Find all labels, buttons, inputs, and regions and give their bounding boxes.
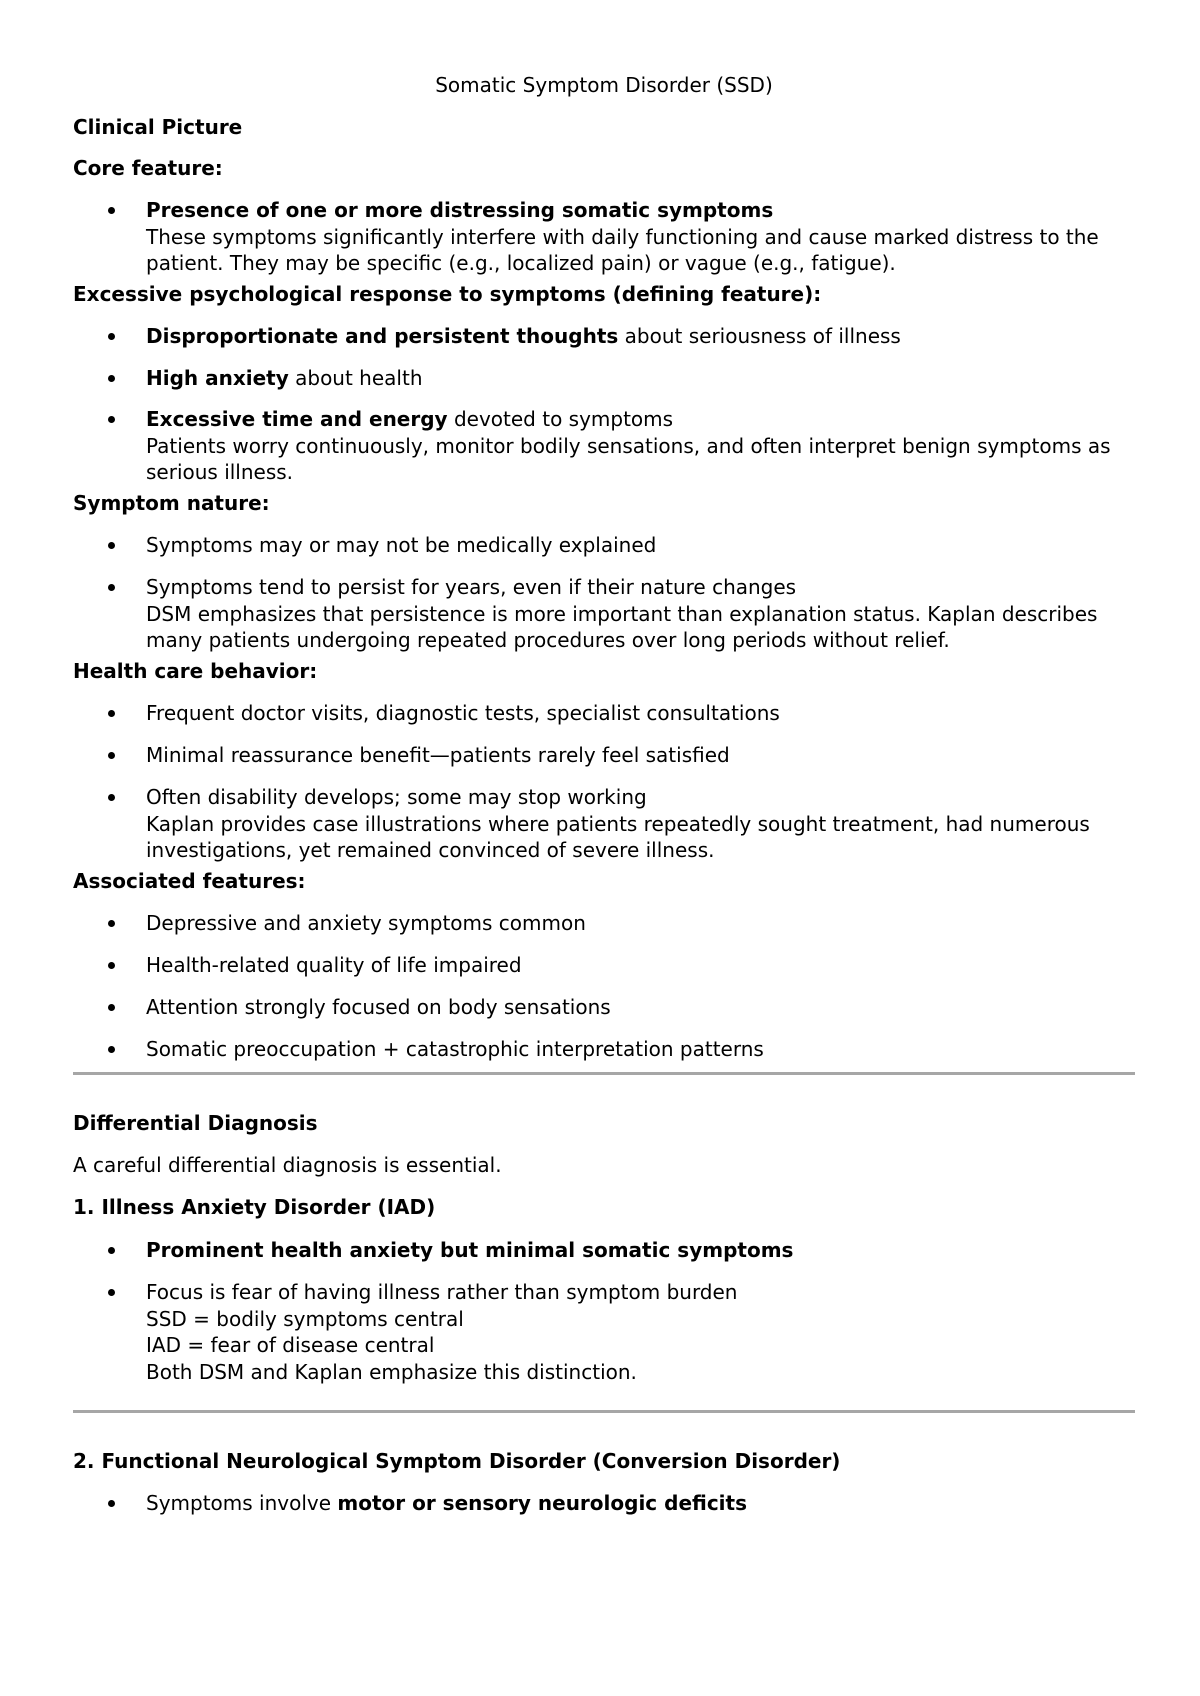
list-item-text: about health (288, 366, 423, 390)
subheading-illness-anxiety-disorder: 1. Illness Anxiety Disorder (IAD) (73, 1195, 436, 1219)
subheading-health-care-behavior: Health care behavior: (73, 659, 318, 683)
list-item-text: Depressive and anxiety symptoms common (146, 911, 586, 935)
bullet-icon (108, 365, 118, 382)
list-item-detail: These symptoms significantly interfere with daily functioning and cause marked distress to the (146, 224, 1099, 249)
bullet-icon (108, 994, 118, 1011)
list-item-text: Symptoms involve (146, 1491, 338, 1515)
section-heading-differential-diagnosis: Differential Diagnosis (73, 1111, 318, 1135)
bullet-icon (108, 700, 118, 717)
bullet-icon (108, 323, 118, 340)
horizontal-divider (73, 1072, 1135, 1075)
list-item-text: devoted to symptoms (447, 407, 674, 431)
document-title: Somatic Symptom Disorder (SSD) (435, 73, 773, 97)
horizontal-divider (73, 1410, 1135, 1413)
list-item-text: Health-related quality of life impaired (146, 953, 522, 977)
bullet-icon (108, 406, 118, 423)
list-item-text: Attention strongly focused on body sensations (146, 995, 611, 1019)
subheading-core-feature: Core feature: (73, 156, 223, 180)
list-item-detail: Kaplan provides case illustrations where patients repeatedly sought treatment, had numerous (146, 811, 1090, 836)
bullet-icon (108, 1237, 118, 1254)
subheading-functional-neurological-symptom-disorder: 2. Functional Neurological Symptom Disorder (Conversion Disorder) (73, 1449, 841, 1473)
list-item-text: about seriousness of illness (618, 324, 901, 348)
list-item-detail: DSM emphasizes that persistence is more important than explanation status. Kaplan describes (146, 601, 1098, 626)
list-item-bold-text: Presence of one or more distressing somatic symptoms (146, 198, 774, 222)
list-item-detail: patient. They may be specific (e.g., localized pain) or vague (e.g., fatigue). (146, 251, 896, 275)
list-item-detail: investigations, yet remained convinced of severe illness. (146, 838, 715, 862)
list-item-bold-text: Excessive time and energy (146, 407, 448, 431)
list-item-text: Symptoms tend to persist for years, even if their nature changes (146, 575, 797, 599)
subheading-associated-features: Associated features: (73, 869, 306, 893)
list-item-detail: serious illness. (146, 460, 294, 484)
bullet-icon (108, 574, 118, 591)
list-item-bold-text: High anxiety (146, 366, 289, 390)
subheading-excessive-response: Excessive psychological response to symptoms (defining feature): (73, 282, 822, 306)
list-item-detail: Patients worry continuously, monitor bodily sensations, and often interpret benign symptoms as (146, 433, 1111, 458)
paragraph: A careful differential diagnosis is essential. (73, 1153, 502, 1177)
bullet-icon (108, 1279, 118, 1296)
bullet-icon (108, 742, 118, 759)
list-item-text: Symptoms may or may not be medically explained (146, 533, 657, 557)
bullet-icon (108, 1490, 118, 1507)
bullet-icon (108, 910, 118, 927)
list-item-text: Somatic preoccupation + catastrophic interpretation patterns (146, 1037, 764, 1061)
list-item-detail: many patients undergoing repeated procedures over long periods without relief. (146, 628, 950, 652)
list-item-text: Often disability develops; some may stop working (146, 785, 647, 809)
bullet-icon (108, 532, 118, 549)
list-item-detail: Both DSM and Kaplan emphasize this distinction. (146, 1359, 637, 1384)
list-item-bold-text: Prominent health anxiety but minimal somatic symptoms (146, 1238, 794, 1262)
list-item-detail: SSD = bodily symptoms central (146, 1306, 464, 1331)
bullet-icon (108, 784, 118, 801)
list-item-text: Focus is fear of having illness rather than symptom burden (146, 1280, 738, 1304)
bullet-icon (108, 952, 118, 969)
list-item-bold-text: motor or sensory neurologic deficits (337, 1491, 748, 1515)
section-heading-clinical-picture: Clinical Picture (73, 115, 243, 139)
list-item-text: Minimal reassurance benefit—patients rarely feel satisfied (146, 743, 730, 767)
subheading-symptom-nature: Symptom nature: (73, 491, 270, 515)
bullet-icon (108, 197, 118, 214)
list-item-text: Frequent doctor visits, diagnostic tests, specialist consultations (146, 701, 780, 725)
bullet-icon (108, 1036, 118, 1053)
list-item-detail: IAD = fear of disease central (146, 1333, 435, 1357)
list-item-bold-text: Disproportionate and persistent thoughts (146, 324, 619, 348)
